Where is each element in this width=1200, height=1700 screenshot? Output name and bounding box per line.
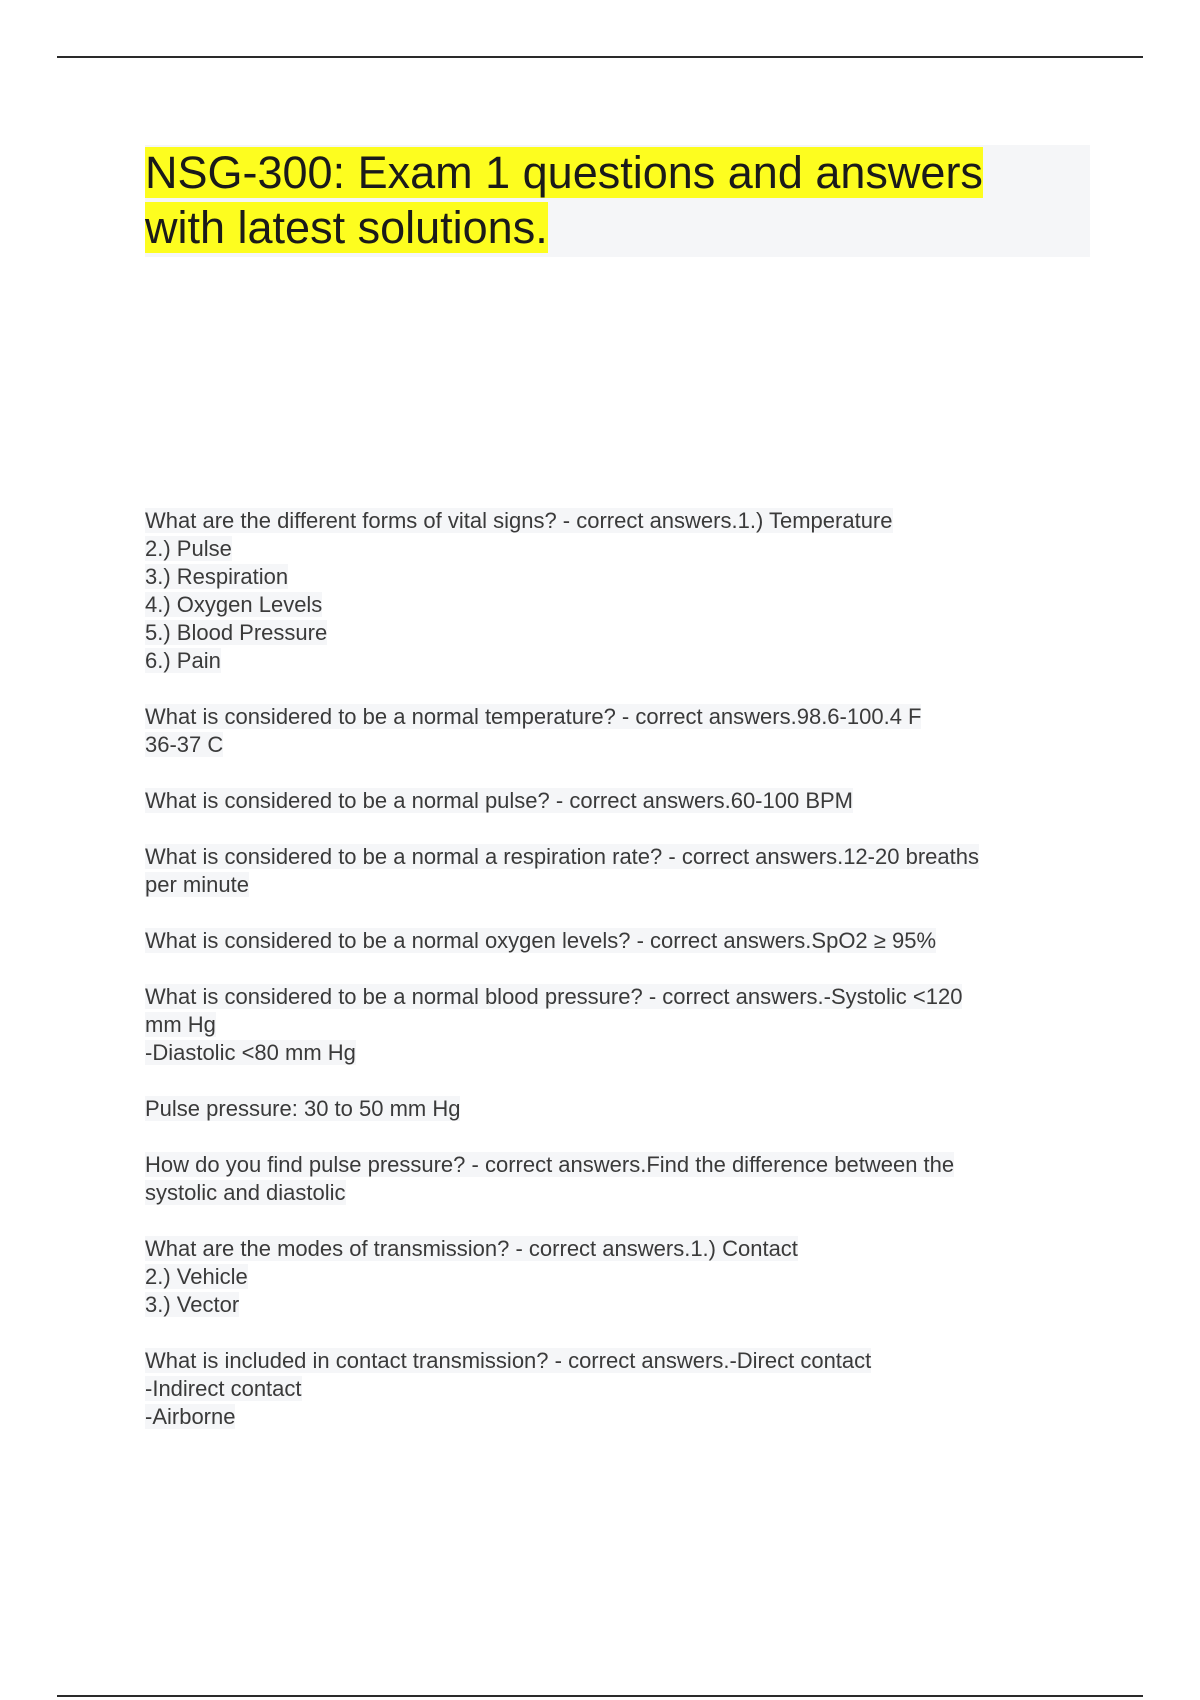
qa-line-row bbox=[145, 703, 1075, 731]
qa-line-row bbox=[145, 1403, 1075, 1431]
qa-line: 2.) Vehicle bbox=[145, 1264, 248, 1289]
qa-line-row bbox=[145, 731, 1075, 759]
qa-block bbox=[145, 1347, 1075, 1431]
qa-line-row bbox=[145, 1235, 1075, 1263]
qa-line: What are the modes of transmission? - correct answers.1.) Contact bbox=[145, 1236, 798, 1261]
qa-line-row bbox=[145, 591, 1075, 619]
qa-line: 3.) Respiration bbox=[145, 564, 289, 589]
qa-line: -Indirect contact bbox=[145, 1376, 302, 1401]
qa-line: 2.) Pulse bbox=[145, 536, 232, 561]
qa-line: systolic and diastolic bbox=[145, 1180, 346, 1205]
top-rule bbox=[57, 56, 1143, 58]
qa-line-row bbox=[145, 1039, 1075, 1067]
qa-line: 36-37 C bbox=[145, 732, 224, 757]
qa-line-row bbox=[145, 1375, 1075, 1403]
qa-line: -Diastolic <80 mm Hg bbox=[145, 1040, 356, 1065]
title-line-2: with latest solutions. bbox=[145, 202, 548, 253]
qa-line-row bbox=[145, 1151, 1075, 1179]
qa-list bbox=[145, 507, 1075, 1459]
qa-line: What are the different forms of vital signs? - correct answers.1.) Temperature bbox=[145, 508, 893, 533]
qa-line: What is considered to be a normal temperature? - correct answers.98.6-100.4 F bbox=[145, 704, 922, 729]
qa-line: What is considered to be a normal pulse? - correct answers.60-100 BPM bbox=[145, 788, 853, 813]
qa-block bbox=[145, 787, 1075, 815]
qa-line-row bbox=[145, 507, 1075, 535]
qa-line: What is considered to be a normal blood pressure? - correct answers.-Systolic <120 bbox=[145, 984, 963, 1009]
qa-line: What is included in contact transmission? - correct answers.-Direct contact bbox=[145, 1348, 872, 1373]
qa-line: How do you find pulse pressure? - correct answers.Find the difference between the bbox=[145, 1152, 955, 1177]
title-block bbox=[145, 145, 1090, 257]
title-line-1: NSG-300: Exam 1 questions and answers bbox=[145, 147, 983, 198]
qa-line-row bbox=[145, 927, 1075, 955]
qa-line: What is considered to be a normal oxygen levels? - correct answers.SpO2 ≥ 95% bbox=[145, 928, 937, 953]
qa-line-row bbox=[145, 787, 1075, 815]
qa-line: per minute bbox=[145, 872, 249, 897]
qa-line-row bbox=[145, 1095, 1075, 1123]
qa-line: 3.) Vector bbox=[145, 1292, 240, 1317]
qa-line-row bbox=[145, 1347, 1075, 1375]
qa-line: What is considered to be a normal a respiration rate? - correct answers.12-20 breaths bbox=[145, 844, 979, 869]
qa-line-row bbox=[145, 983, 1075, 1011]
qa-block bbox=[145, 983, 1075, 1067]
qa-line-row bbox=[145, 619, 1075, 647]
qa-block bbox=[145, 1095, 1075, 1123]
qa-block bbox=[145, 1235, 1075, 1319]
qa-line-row bbox=[145, 1011, 1075, 1039]
qa-line-row bbox=[145, 1291, 1075, 1319]
bottom-rule bbox=[57, 1695, 1143, 1697]
qa-block bbox=[145, 703, 1075, 759]
qa-line: 6.) Pain bbox=[145, 648, 221, 673]
qa-line-row bbox=[145, 535, 1075, 563]
qa-block bbox=[145, 843, 1075, 899]
qa-line: -Airborne bbox=[145, 1404, 236, 1429]
qa-line-row bbox=[145, 563, 1075, 591]
qa-line: 5.) Blood Pressure bbox=[145, 620, 328, 645]
qa-line: mm Hg bbox=[145, 1012, 216, 1037]
qa-block bbox=[145, 507, 1075, 675]
qa-line-row bbox=[145, 871, 1075, 899]
qa-line: 4.) Oxygen Levels bbox=[145, 592, 323, 617]
qa-line-row bbox=[145, 843, 1075, 871]
document-title bbox=[145, 145, 1090, 255]
qa-line: Pulse pressure: 30 to 50 mm Hg bbox=[145, 1096, 461, 1121]
qa-block bbox=[145, 927, 1075, 955]
qa-line-row bbox=[145, 647, 1075, 675]
qa-line-row bbox=[145, 1263, 1075, 1291]
qa-block bbox=[145, 1151, 1075, 1207]
qa-line-row bbox=[145, 1179, 1075, 1207]
